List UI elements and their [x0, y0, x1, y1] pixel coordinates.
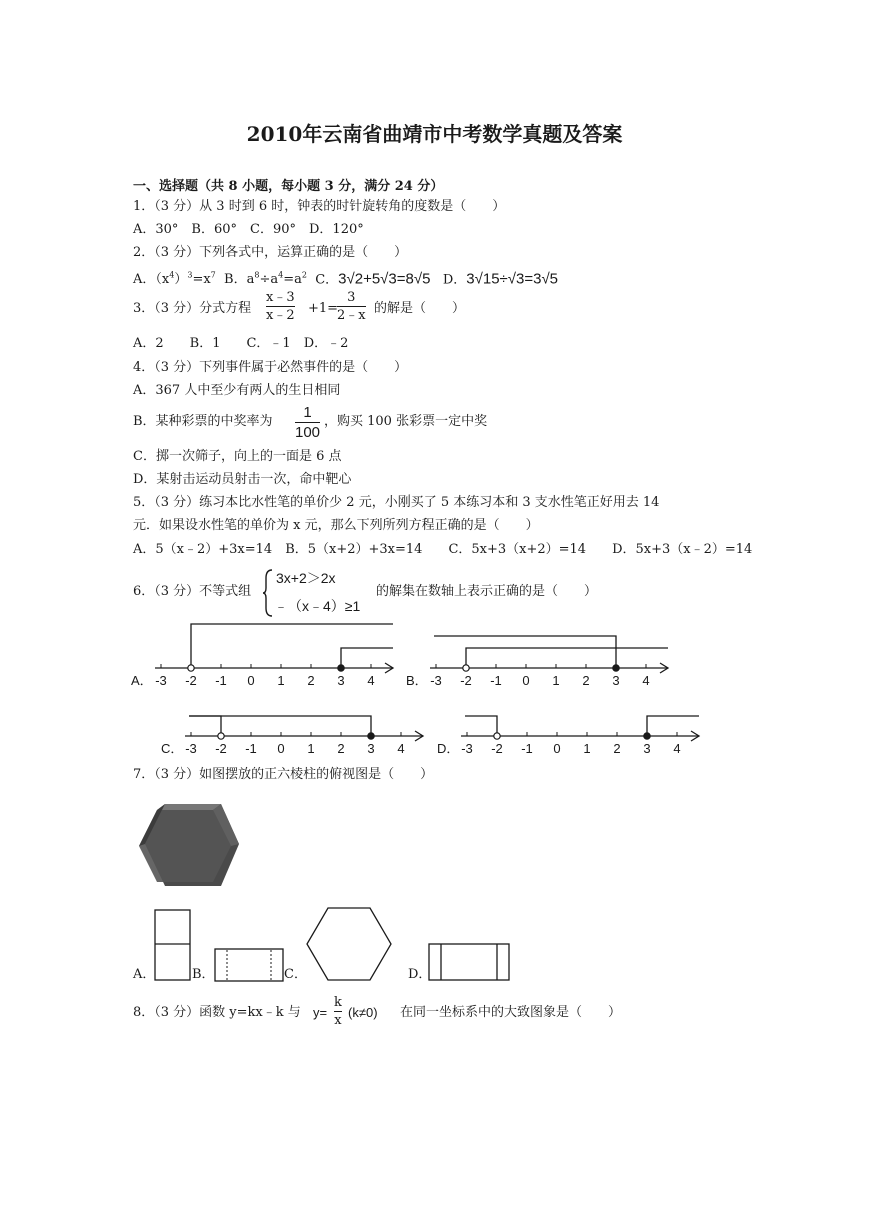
- tick-label: -3: [155, 673, 167, 688]
- tick-label: -3: [185, 741, 197, 756]
- solution-ray: [434, 636, 616, 668]
- q6-prefix: 6．（3 分）不等式组: [133, 584, 252, 599]
- hexagonal-prism-image: [135, 800, 245, 892]
- q2-option-c-expr: 3√2+5√3=8√5: [338, 270, 431, 288]
- tick-label: 0: [553, 741, 561, 756]
- option-label: A．: [131, 673, 153, 688]
- q2-b-exp1: 8: [254, 271, 260, 280]
- tick-label: 3: [337, 673, 345, 688]
- section-heading: 一、选择题（共 8 小题，每小题 3 分，满分 24 分）: [133, 179, 444, 194]
- q2-a-exp1: 4: [169, 271, 175, 280]
- closed-point: [613, 665, 619, 671]
- q7-figure-a: [155, 910, 190, 980]
- solution-ray: [189, 716, 221, 736]
- q8-y-eq: y=: [313, 1005, 328, 1020]
- tick-label: -1: [490, 673, 502, 688]
- q1-options: A．30° B．60° C．90° D．120°: [133, 222, 364, 237]
- q4-stem: 4．（3 分）下列事件属于必然事件的是（ ）: [133, 360, 408, 375]
- q2-stem: 2．（3 分）下列各式中，运算正确的是（ ）: [133, 245, 408, 260]
- tick-label: -1: [245, 741, 257, 756]
- tick-label: 0: [277, 741, 285, 756]
- q2-a-eq: =x: [192, 272, 211, 288]
- q5-options: A．5（x﹣2）+3x=14 B．5（x+2）+3x=14 C．5x+3（x+2）=14 D．5x+3（x﹣2）=14: [133, 542, 753, 557]
- q7-figure-d: [429, 944, 509, 980]
- q8-suffix: 在同一坐标系中的大致图象是（ ）: [400, 1005, 622, 1020]
- q8-prefix: 8．（3 分）函数 y=kx﹣k 与: [133, 1005, 301, 1020]
- q3-fraction-2: [337, 290, 366, 323]
- tick-label: 3: [367, 741, 375, 756]
- tick-label: 2: [307, 673, 315, 688]
- q3-plus-one: +1=: [308, 301, 339, 316]
- tick-label: -1: [215, 673, 227, 688]
- tick-label: 1: [583, 741, 591, 756]
- q7-label-b: B．: [192, 967, 215, 982]
- solution-ray: [647, 716, 699, 736]
- q2-option-d-label: D．: [442, 272, 467, 288]
- tick-label: 4: [367, 673, 375, 688]
- tick-label: 2: [613, 741, 621, 756]
- q2-b-exp2: 4: [278, 271, 284, 280]
- q2-option-d-expr: 3√15÷√3=3√5: [466, 270, 559, 288]
- solution-ray: [189, 716, 371, 736]
- q7-figure-c: [307, 908, 391, 980]
- tick-label: -3: [461, 741, 473, 756]
- q3-fraction-1: [266, 290, 295, 323]
- q7-label-c: C．: [284, 967, 307, 982]
- q6-suffix: 的解集在数轴上表示正确的是（ ）: [376, 584, 598, 599]
- q5-line1: 5．（3 分）练习本比水性笔的单价少 2 元，小刚买了 5 本练习本和 3 支水性笔正好用去 14: [133, 495, 660, 510]
- q3-fraction-1-num: x﹣3: [266, 290, 295, 305]
- q8-fraction-den: x: [334, 1013, 342, 1028]
- tick-label: -2: [491, 741, 503, 756]
- tick-label: 1: [277, 673, 285, 688]
- tick-label: -2: [460, 673, 472, 688]
- tick-label: 1: [552, 673, 560, 688]
- tick-label: -3: [430, 673, 442, 688]
- q2-b-exp3: 2: [301, 271, 307, 280]
- q3-prefix: 3．（3 分）分式方程: [133, 301, 252, 316]
- tick-label: 1: [307, 741, 315, 756]
- open-point: [463, 665, 469, 671]
- q2-option-b: [224, 272, 307, 287]
- closed-point: [368, 733, 374, 739]
- tick-label: -2: [215, 741, 227, 756]
- tick-label: 4: [397, 741, 405, 756]
- q2-a-base: A．（x: [133, 272, 170, 288]
- tick-label: 4: [673, 741, 681, 756]
- q2-options: [133, 268, 558, 288]
- open-point: [218, 733, 224, 739]
- q8-fraction: [334, 995, 342, 1028]
- tick-label: 4: [642, 673, 650, 688]
- solution-ray: [191, 624, 393, 668]
- q7-figure-b: [215, 949, 283, 981]
- q6-brace: [262, 568, 274, 618]
- tick-label: 3: [612, 673, 620, 688]
- tick-label: 2: [337, 741, 345, 756]
- closed-point: [644, 733, 650, 739]
- tick-label: 2: [582, 673, 590, 688]
- q2-a-exp3: 7: [210, 271, 216, 280]
- q4-fraction: [295, 404, 320, 441]
- tick-label: -2: [185, 673, 197, 688]
- open-point: [188, 665, 194, 671]
- q3-options: A．2 B．1 C．﹣1 D．﹣2: [133, 336, 349, 351]
- q2-a-close: ）: [174, 272, 188, 288]
- q3-suffix: 的解是（ ）: [374, 301, 466, 316]
- q4-option-a: A．367 人中至少有两人的生日相同: [133, 383, 341, 398]
- option-label: D．: [437, 741, 460, 756]
- q4-option-c: C．掷一次筛子，向上的一面是 6 点: [133, 449, 342, 464]
- q6-inequality-1: 3x+2＞2x: [276, 570, 336, 586]
- q8-condition: (k≠0): [348, 1005, 378, 1020]
- tick-label: 0: [247, 673, 255, 688]
- q7-options-figures: [0, 900, 869, 990]
- q2-option-c-label: C．: [315, 272, 339, 288]
- page-title: 2010年云南省曲靖市中考数学真题及答案: [246, 122, 623, 146]
- q2-a-exp2: 3: [187, 271, 193, 280]
- q1-stem: 1．（3 分）从 3 时到 6 时，钟表的时针旋转角的度数是（ ）: [133, 199, 506, 214]
- tick-label: -1: [521, 741, 533, 756]
- tick-label: 0: [522, 673, 530, 688]
- q7-label-a: A．: [133, 967, 156, 982]
- q2-b-base: B．a: [224, 272, 255, 288]
- q7-label-d: D．: [408, 967, 432, 982]
- q2-option-a: [133, 272, 216, 287]
- q3-fraction-1-den: x﹣2: [266, 308, 295, 323]
- q7-stem: 7．（3 分）如图摆放的正六棱柱的俯视图是（ ）: [133, 767, 434, 782]
- q3-fraction-2-num: 3: [347, 290, 356, 305]
- open-point: [494, 733, 500, 739]
- closed-point: [338, 665, 344, 671]
- q5-line2: 元．如果设水性笔的单价为 x 元，那么下列所列方程正确的是（ ）: [133, 518, 539, 533]
- q4-option-b-prefix: B．某种彩票的中奖率为: [133, 414, 273, 429]
- solution-ray: [341, 648, 393, 668]
- q4-option-b-suffix: ，购买 100 张彩票一定中奖: [324, 414, 488, 429]
- tick-label: 3: [643, 741, 651, 756]
- q8-fraction-num: k: [334, 995, 342, 1010]
- q2-b-div: ÷a: [259, 272, 279, 288]
- q4-fraction-den: 100: [295, 424, 321, 441]
- solution-ray: [465, 716, 497, 736]
- q3-fraction-2-den: 2﹣x: [337, 308, 366, 323]
- q4-option-d: D．某射击运动员射击一次，命中靶心: [133, 472, 352, 487]
- q6-number-lines: [0, 620, 869, 760]
- q2-b-eq: =a: [283, 272, 302, 288]
- q6-inequality-2: ﹣（x﹣4）≥1: [274, 598, 361, 614]
- option-label: C．: [161, 741, 184, 756]
- option-label: B．: [406, 673, 428, 688]
- q4-fraction-num: 1: [303, 404, 312, 421]
